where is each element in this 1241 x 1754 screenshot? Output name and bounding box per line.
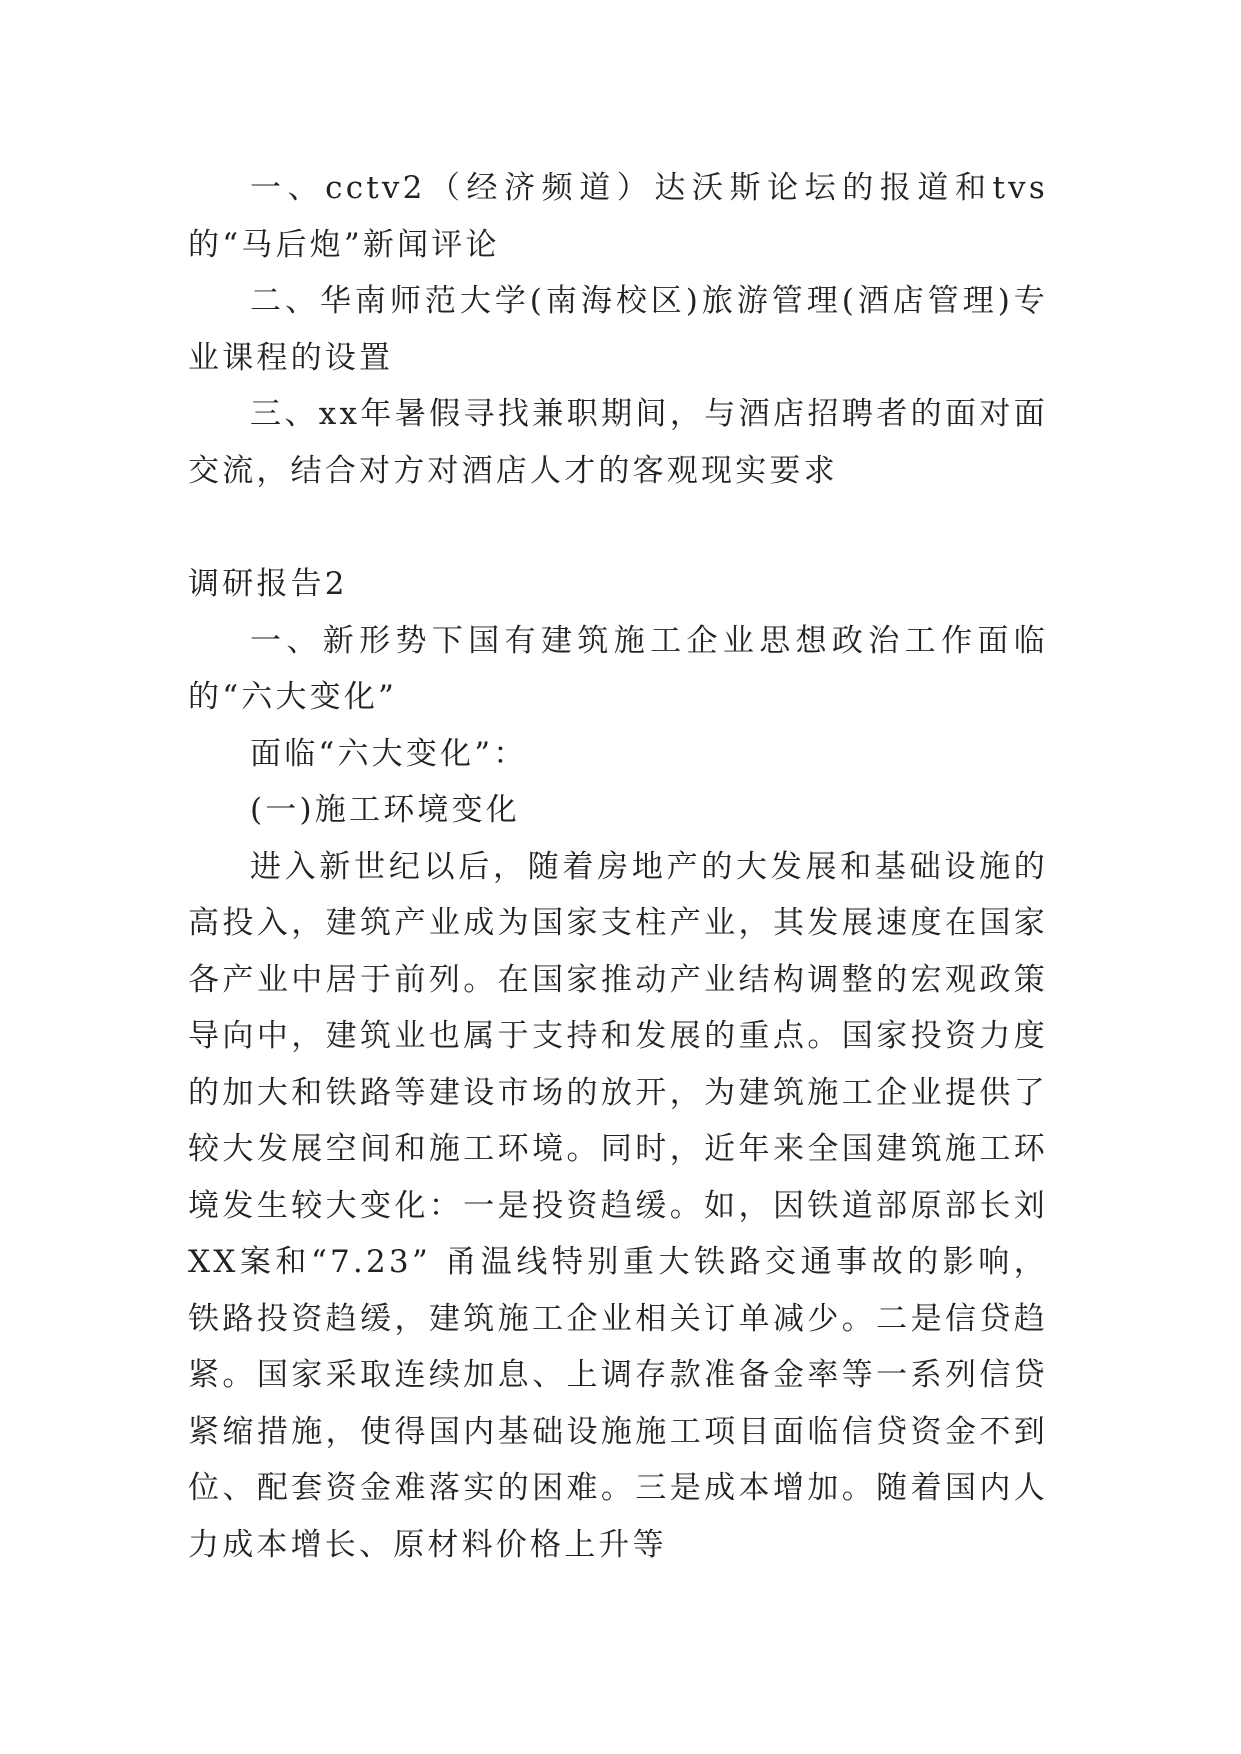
section-subtitle: 一、新形势下国有建筑施工企业思想政治工作面临的“六大变化” — [188, 622, 1048, 715]
intro-item-1: 一、cctv2（经济频道）达沃斯论坛的报道和tvs的“马后炮”新闻评论 — [188, 170, 1048, 263]
document-body — [188, 160, 1048, 1573]
section-title: 调研报告2 — [188, 566, 348, 602]
intro-item-3: 三、xx年暑假寻找兼职期间，与酒店招聘者的面对面交流，结合对方对酒店人才的客观现实要求 — [188, 396, 1048, 489]
sub-heading: (一)施工环境变化 — [250, 792, 520, 828]
intro-item-2: 二、华南师范大学(南海校区)旅游管理(酒店管理)专业课程的设置 — [188, 283, 1048, 376]
lead-in: 面临“六大变化”： — [250, 735, 528, 772]
body-paragraph: 进入新世纪以后，随着房地产的大发展和基础设施的高投入，建筑产业成为国家支柱产业，其发展速度在国家各产业中居于前列。在国家推动产业结构调整的宏观政策导向中，建筑业也属于支持和发展的重点。国家投资力度的加大和铁路等建设市场的放开，为建筑施工企业提供了较大发展空间和施工环境。同时，近年来全国建筑施工环境发生较大变化：一是投资趋缓。如，因铁道部原部长刘XX案和“7.23” 甬温线特别重大铁路交通事故的影响，铁路投资趋缓，建筑施工企业相关订单减少。二是信贷趋紧。国家采取连续加息、上调存款准备金率等一系列信贷紧缩措施，使得国内基础设施施工项目面临信贷资金不到位、配套资金难落实的困难。三是成本增加。随着国内人力成本增长、原材料价格上升等 — [188, 848, 1048, 1563]
